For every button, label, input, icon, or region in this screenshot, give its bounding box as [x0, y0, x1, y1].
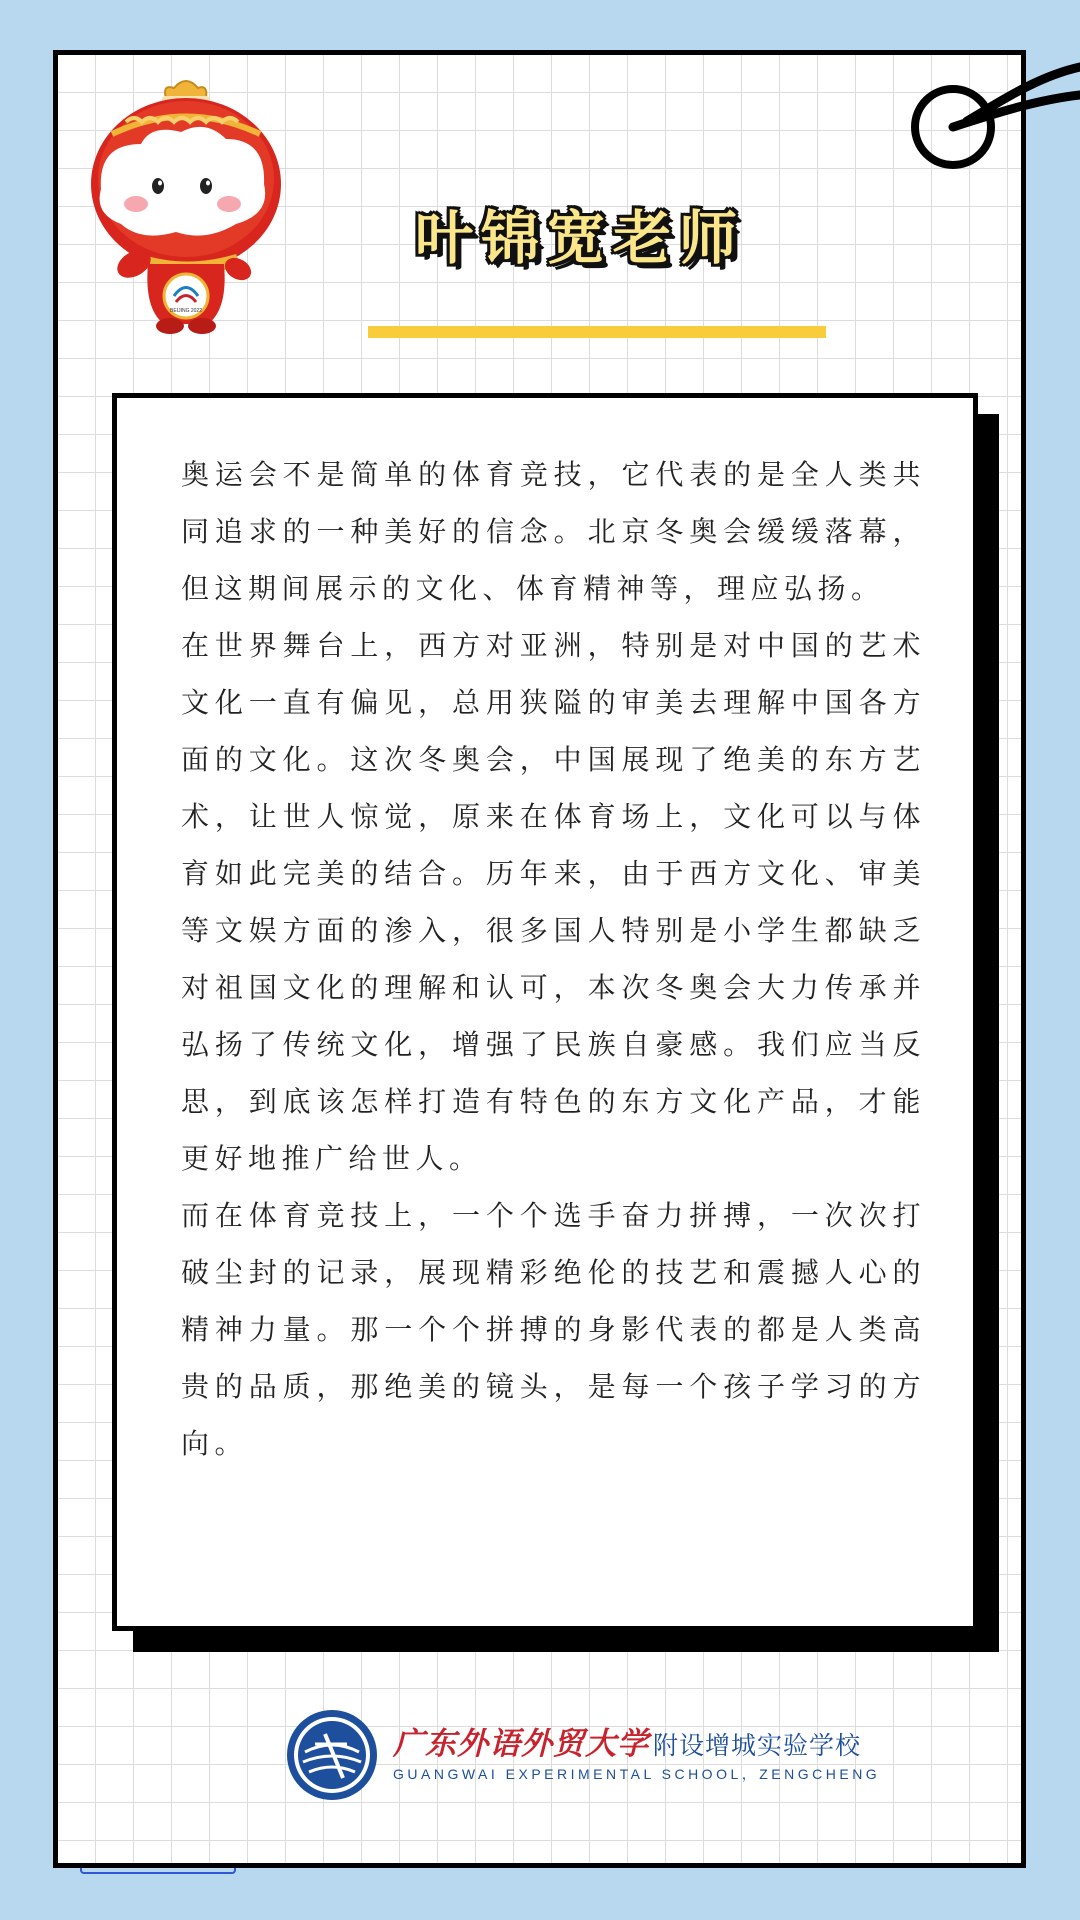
- card-body: [181, 446, 926, 1472]
- page-title: 叶锦宽老师: [414, 204, 745, 272]
- school-name-en: GUANGWAI EXPERIMENTAL SCHOOL，ZENGCHENG: [393, 1766, 881, 1782]
- school-name-plain: 附设增城实验学校: [653, 1731, 862, 1760]
- paragraph-1: 奥运会不是简单的体育竞技，它代表的是全人类共同追求的一种美好的信念。北京冬奥会缓缓落幕，但这期间展示的文化、体育精神等，理应弘扬。: [181, 458, 926, 605]
- paragraph-2: 在世界舞台上，西方对亚洲，特别是对中国的艺术文化一直有偏见，总用狭隘的审美去理解中国各方面的文化。这次冬奥会，中国展现了绝美的东方艺术，让世人惊觉，原来在体育场上，文化可以与体育如此完美的结合。历年来，由于西方文化、审美等文娱方面的渗入，很多国人特别是小学生都缺乏对祖国文化的理解和认可，本次冬奥会大力传承并弘扬了传统文化，增强了民族自豪感。我们应当反思，到底该怎样打造有特色的东方文化产品，才能更好地推广给世人。: [181, 629, 926, 1175]
- frame-tab-decoration: [80, 1868, 236, 1874]
- lantern-mascot-icon: [86, 74, 286, 336]
- school-logo: [285, 1708, 881, 1804]
- title-underline: [368, 326, 826, 338]
- paragraph-3: 而在体育竞技上，一个个选手奋力拼搏，一次次打破尘封的记录，展现精彩绝伦的技艺和震撼人心的精神力量。那一个个拼搏的身影代表的都是人类高贵的品质，那绝美的镜头，是每一个孩子学习的方向。: [181, 1199, 926, 1460]
- school-name-script: 广东外语外贸大学: [393, 1726, 649, 1762]
- school-name-cn: [393, 1718, 861, 1763]
- mascot-badge-text: BEIJING 2022: [170, 308, 202, 314]
- school-seal-icon: [285, 1708, 379, 1802]
- binder-clip-icon: [905, 55, 1080, 180]
- content-card: [112, 393, 978, 1631]
